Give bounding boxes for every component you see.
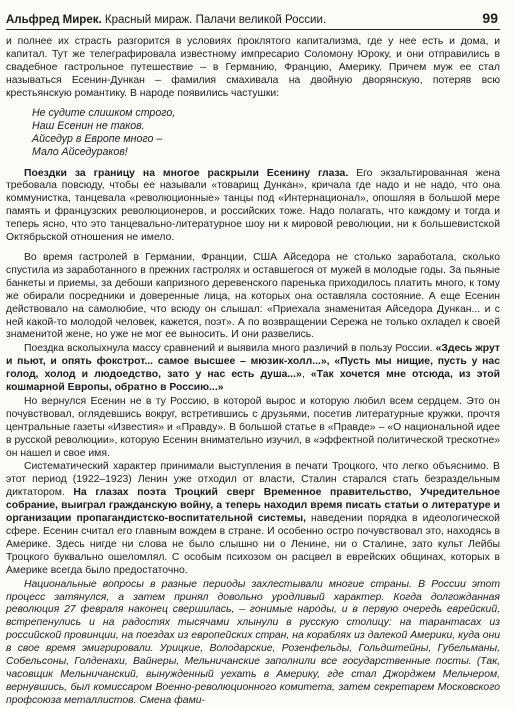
paragraph-6-text-2: наведении порядка в идеологической сфере. Есенин считал его главным вождем в стране. И особенно остро почувствовал это, находясь в Америке. Здесь нигде ни слова не было слышно ни о Ленине, ни о Сталине, зато культ Лейбы Троцкого буквально ошеломлял. С особым психозом он расцвел в еврейских общинах, которых в Америке всегда было предостаточно. bbox=[6, 513, 500, 576]
page-number: 99 bbox=[482, 10, 498, 26]
running-head-title: Красный мираж. Палачи великой России. bbox=[104, 14, 327, 26]
running-head-author: Альфред Мирек. bbox=[6, 14, 102, 26]
paragraph-7: Национальные вопросы в разные периоды захлестывали многие страны. В России этот процесс затянулся, а затем принял довольно уродливый характер. Когда долгожданная революция 27 февраля наконец свершилась, – гонимые народы, и в первую очередь еврейский, встрепенулись и на радостях тысячами хлынули в русскую столицу: на тарантасах из российской провинции, на поездах из европейских стран, на кораблях из далекой Америки, куда они в свое время эмигрировали. Урицкие, Володарские, Розенфельды, Гольдштейны, Губельманы, Собельсоны, Голденахи, Вайнеры, Мельничанские заполнили все государственные посты. (Так, часовщик Мельничанский, вынужденный уехать в Америку, где стал Джорджем Мельчером, вернувшись, был комиссаром Военно-революционного комитета, затем секретарем Московского профсоюза металлистов. Смена фами- bbox=[6, 578, 500, 706]
paragraph-4-separator: , bbox=[301, 369, 311, 381]
running-head bbox=[6, 10, 500, 30]
paragraph-2-bold-lead: Поездки за границу на многое раскрыли Есенину глаза. bbox=[24, 167, 349, 179]
paragraph-3: Во время гастролей в Германии, Франции, США Айседора не столько заработала, сколько спустила из заработанного в прежних гастролях и оставшегося от мужей в молодые годы. За пьяные банкеты и приемы, за дебоши капризного деревенского паренька приходилось платить много, к тому же обирали посредники и доверенные лица, на которых она оставляла состояние. А еще Есенин действовало на самолюбие, что всюду он слышал: «Приехала знаменитая Айседора Дункан... и с ней какой-то молодой человек, кажется, поэт». А по возвращении Сережа не только охладел к своей знаменитой жене, но уже не мог ее выносить. И они развелись. bbox=[6, 251, 500, 341]
paragraph-1: и полнее их страсть разгорится в условиях проклятого капитализма, где у нее есть и дома, и капитал. Тут же телеграфировала известному импресарио Соломону Юроку, и они отправились в свадебное гастрольное путешествие – в Германию, Францию, Америку. Причем муж ее стал называться Есенин-Дункан – фамилия смахивала на двойную дворянскую, потеряв всю крестьянскую романтику. В народе появились частушки: bbox=[6, 36, 500, 99]
paragraph-5: Но вернулся Есенин не в ту Россию, в которой вырос и которую любил всем сердцем. Это он почувствовал, оглядевшись вокруг, встретившись с друзьями, посетив литературные кружки, прочтя центральные газеты «Известия» и «Правду». В большой статье в «Правде» – «О национальной идее в русской революции», которую Есенин внимательно изучил, в «эффектной политической трескотне» он нашел и свое имя. bbox=[6, 395, 500, 459]
paragraph-4-quote-2: «Так хочется мне отсюда, из этой кошмарной Европы, обратно в Россию...» bbox=[6, 369, 500, 394]
poem-line: Наш Есенин не таков. bbox=[32, 119, 145, 132]
paragraph-2-text: Его экзальтированная жена требовала повсюду, чтобы ее называли «товарищ Дункан», кричала где надо и не надо, что она коммунистка, танцевала «революционные» танцы под «Интернационал», опошляя в большой мере память и французских революционеров, и российских тоже. Надо полагать, что каждому и тогда и теперь ясно, что это танцевально-литературное шоу ни к мировой революции, ни к большевистской Октябрьской отношения не имело. bbox=[6, 167, 500, 244]
paragraph-6-bold: На глазах поэта Троцкий сверг Временное правительство, Учредительное собрание, выиграл гражданскую войну, а теперь находил время писать статьи о литературе и организации пропагандистско-воспитательной системы, bbox=[6, 487, 500, 525]
body-text bbox=[6, 36, 500, 708]
chastushka-poem bbox=[32, 107, 500, 159]
running-head-left bbox=[6, 14, 326, 26]
paragraph-4-quote-1: «Здесь жрут и пьют, и опять фокстрот... самое высшее – мюзик-холл...», «Пусть мы нищие, пусть у нас голод, холод и людоедство, зато у нас есть душа...» bbox=[6, 343, 500, 381]
poem-line: Айседур в Европе много – bbox=[32, 132, 163, 145]
paragraph-4 bbox=[6, 343, 500, 395]
poem-line: Мало Айседураков! bbox=[32, 145, 128, 158]
poem-line: Не судите слишком строго, bbox=[32, 106, 176, 119]
paragraph-6-text-1: Систематический характер принимали выступления в печати Троцкого, что легко объяснимо. В этот период (1922–1923) Ленин уже отходил от власти, Сталин старался стать безраздельным диктатором. bbox=[6, 461, 500, 499]
paragraph-4-text: Поездка всколыхнула массу сравнений и выявила много различий в пользу России. bbox=[24, 343, 436, 355]
paragraph-6 bbox=[6, 461, 500, 577]
paragraph-2 bbox=[6, 168, 500, 245]
